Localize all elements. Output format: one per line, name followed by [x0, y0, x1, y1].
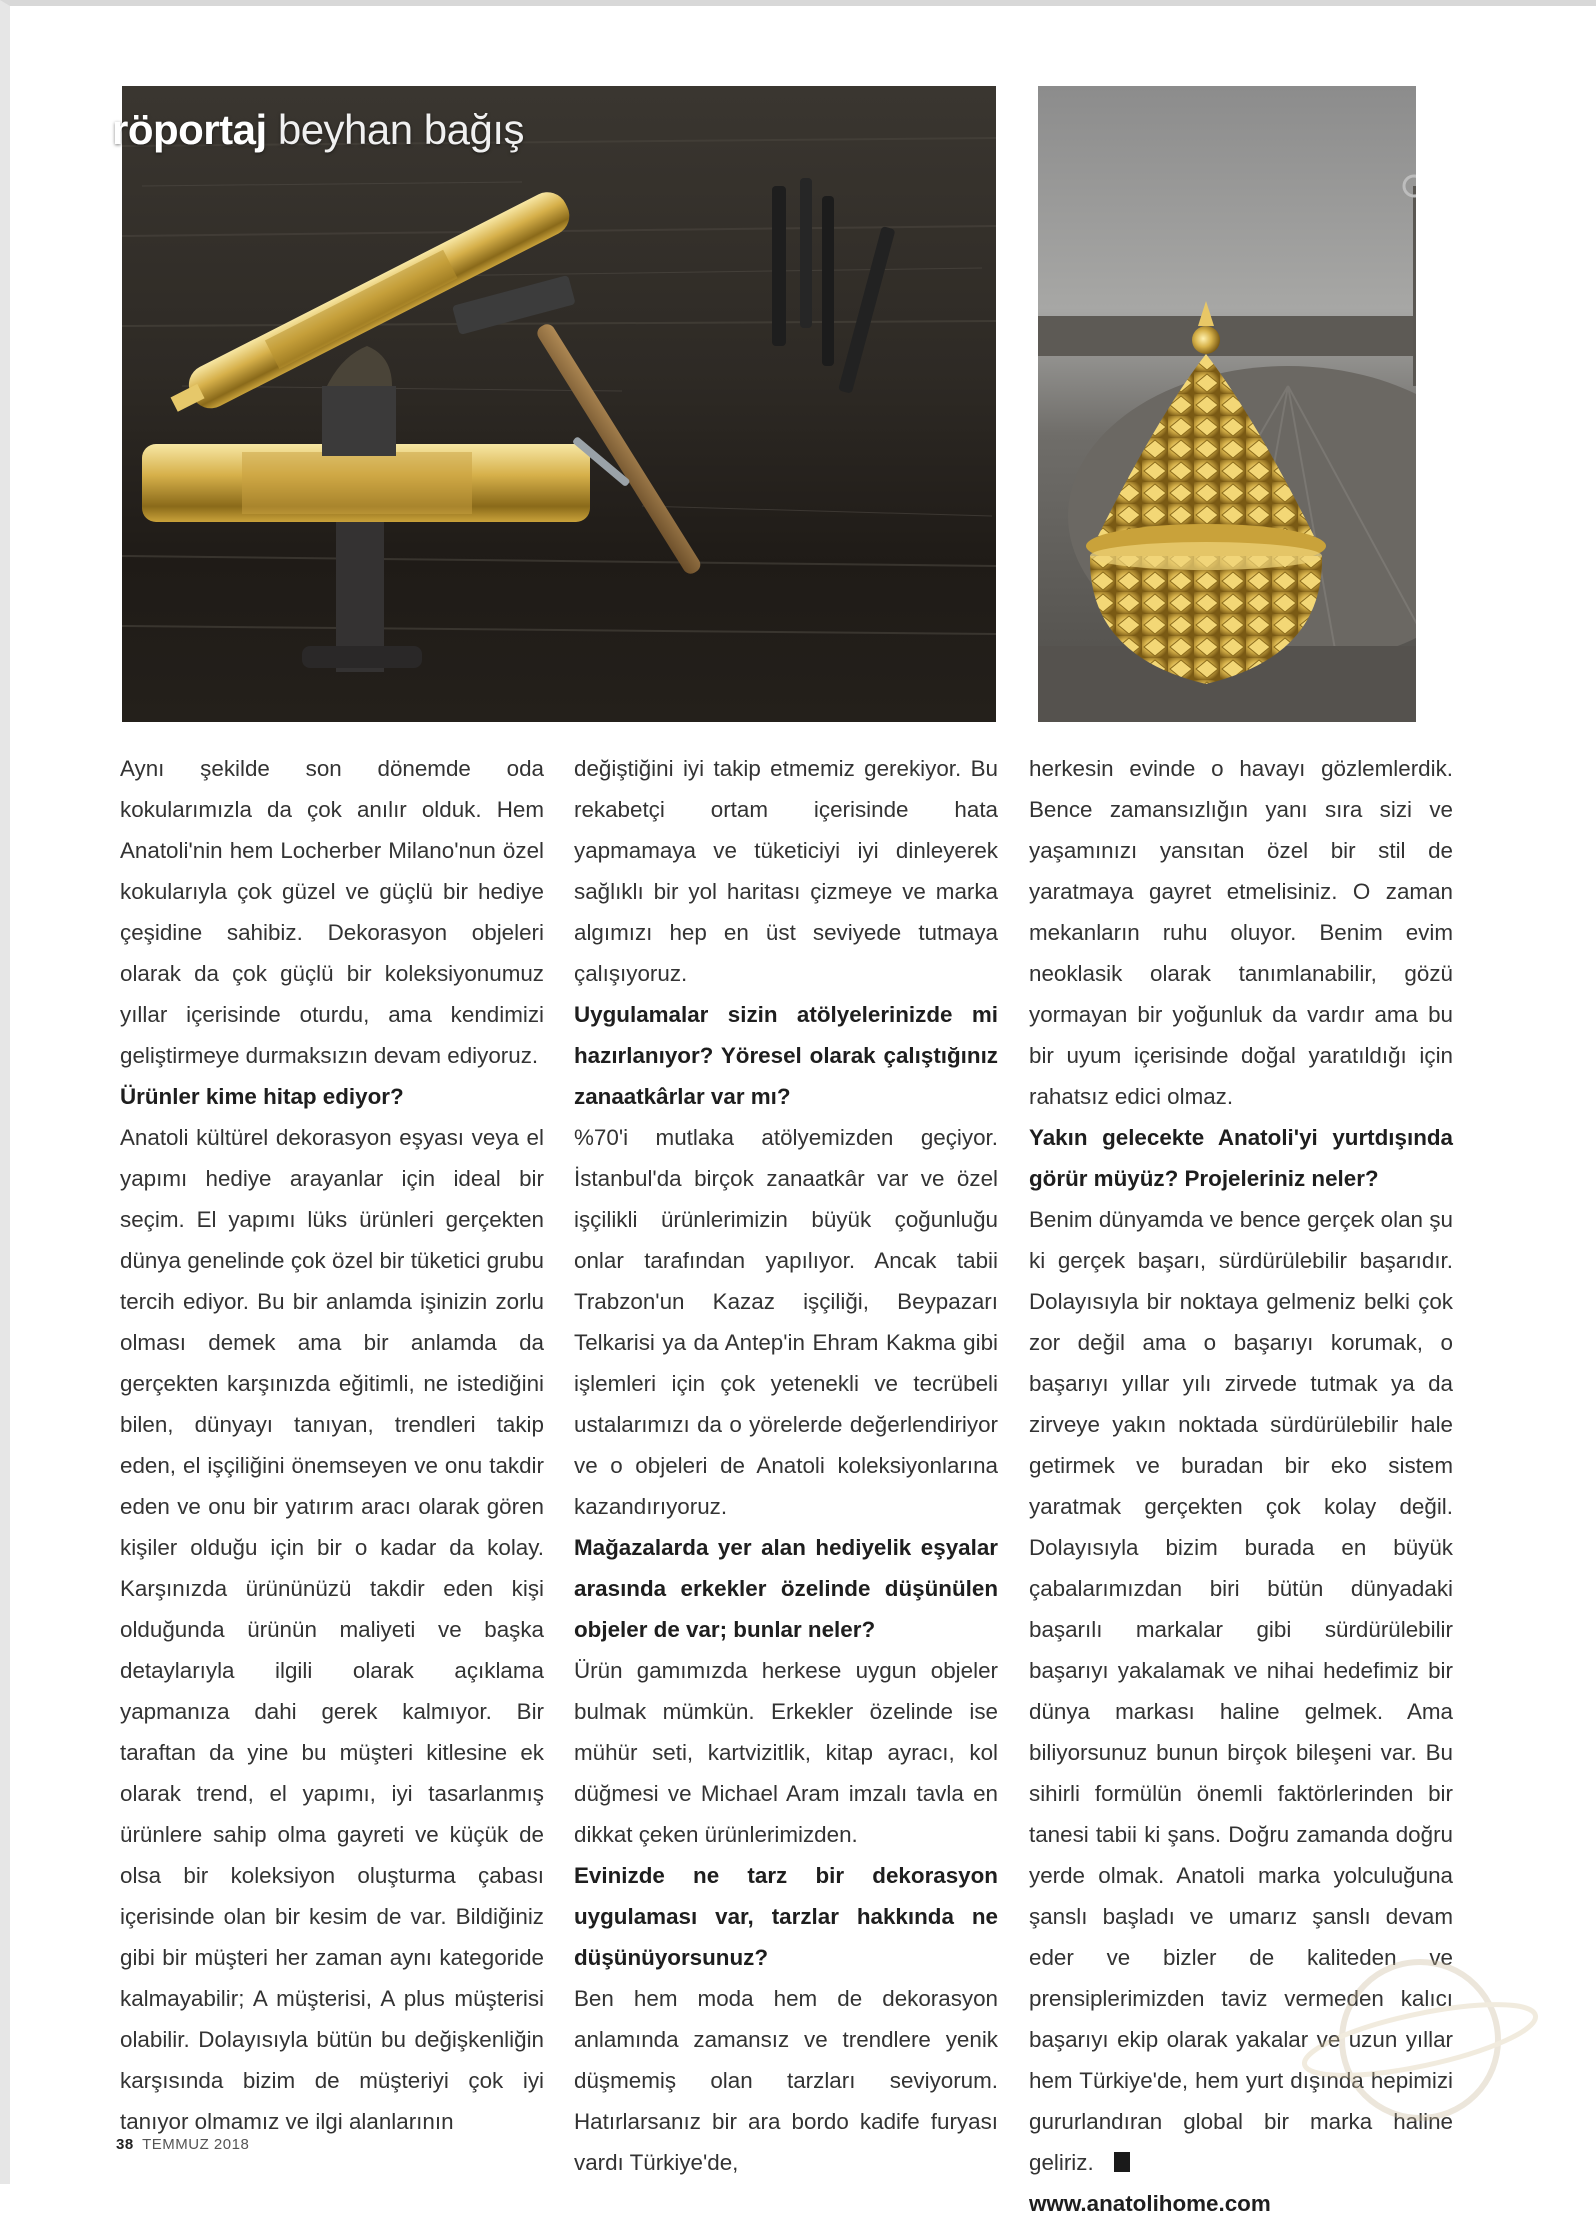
dome-photo-graphic — [1038, 86, 1416, 722]
paragraph: Ben hem moda hem de dekorasyon anlamında zamansız ve trendlere yenik düşmemiş olan tarzları seviyorum. Hatırlarsanız bir ara bordo kadife furyası vardı Türkiye'de, — [574, 1986, 998, 2175]
text-column-1 — [120, 748, 544, 2142]
question-heading: Mağazalarda yer alan hediyelik eşyalar arasında erkekler özelinde düşünülen objeler de var; bunlar neler? — [574, 1535, 998, 1642]
watermark-logo — [1300, 1940, 1540, 2140]
paragraph: Aynı şekilde son dönemde oda kokularımızla da çok anılır olduk. Hem Anatoli'nin hem Locherber Milano'nun özel kokularıyla çok güzel ve güçlü bir hediye çeşidine sahibiz. Dekorasyon objeleri olarak da çok güçlü bir koleksiyonumuz yıllar içerisinde oturdu, ama kendimizi geliştirmeye durmaksızın devam ediyoruz. — [120, 756, 544, 1068]
question-heading: Uygulamalar sizin atölyelerinizde mi hazırlanıyor? Yöresel olarak çalıştığınız zanaatkârlar var mı? — [574, 1002, 998, 1109]
issue-date: TEMMUZ 2018 — [142, 2136, 250, 2153]
paragraph: Ürün gamımızda herkese uygun objeler bulmak mümkün. Erkekler özelinde ise mühür seti, kartvizitlik, kitap ayracı, kol düğmesi ve Michael Aram imzalı tavla en dikkat çeken ürünlerimizden. — [574, 1658, 998, 1847]
page-number: 38 — [116, 2136, 134, 2153]
text-column-2 — [574, 748, 998, 2183]
paragraph: değiştiğini iyi takip etmemiz gerekiyor. Bu rekabetçi ortam içerisinde hata yapmamaya ve tüketiciyi iyi dinleyerek sağlıklı bir yol haritası çizmeye ve marka algımızı hep en üst seviyede tutmaya çalışıyoruz. — [574, 756, 998, 986]
question-heading: Evinizde ne tarz bir dekorasyon uygulaması var, tarzlar hakkında ne düşünüyorsunuz? — [574, 1863, 998, 1970]
workshop-tools-photo — [122, 86, 996, 722]
question-heading: Ürünler kime hitap ediyor? — [120, 1084, 404, 1109]
end-of-article-mark — [1114, 2152, 1130, 2172]
paragraph: Anatoli kültürel dekorasyon eşyası veya el yapımı hediye arayanlar için ideal bir seçim. El yapımı lüks ürünleri gerçekten dünya genelinde çok özel bir tüketici grubu tercih ediyor. Bu bir anlamda işinizin zorlu olması demek ama bir anlamda da gerçekten karşınızda eğitimli, ne istediğini bilen, dünyayı tanıyan, trendleri takip eden, el işçiliğini önemseyen ve onu takdir eden ve onu bir yatırım aracı olarak gören kişiler olduğu için bir o kadar da kolay. Karşınızda ürününüzü takdir eden kişi olduğunda ürünün maliyeti ve başka detaylarıyla ilgili olarak açıklama yapmanıza dahi gerek kalmıyor. Bir taraftan da yine bu müşteri kitlesine ek olarak trend, el yapımı, iyi tasarlanmış ürünlere sahip olma gayreti ve küçük de olsa bir koleksiyon oluşturma çabası içerisinde olan bir kesim de var. Bildiğiniz gibi bir müşteri her zaman aynı kategoride kalmayabilir; A müşterisi, A plus müşterisi olabilir. Dolayısıyla bütün bu değişkenliğin karşısında bizim de müşteriyi çok iyi tanıyor olmamız ve ilgi alanlarının — [120, 1125, 544, 2134]
paragraph: %70'i mutlaka atölyemizden geçiyor. İstanbul'da birçok zanaatkâr var ve özel işçilikli ürünlerimizin büyük çoğunluğu onlar tarafından yapılıyor. Ancak tabii Trabzon'un Kazaz işçiliği, Beypazarı Telkarisi ya da Antep'in Ehram Kakma gibi işlemleri için çok yetenekli ve tecrübeli ustalarımızı da o yörelerde değerlendiriyor ve o objeleri de Anatoli koleksiyonlarına kazandırıyoruz. — [574, 1125, 998, 1519]
author-name: beyhan bağış — [277, 106, 525, 153]
section-label: röportaj — [112, 106, 267, 153]
workshop-photo-graphic — [122, 86, 996, 722]
website-link[interactable]: www.anatolihome.com — [1029, 2191, 1271, 2216]
golden-dome-photo — [1038, 86, 1416, 722]
paragraph-text: Benim dünyamda ve bence gerçek olan şu ki gerçek başarı, sürdürülebilir başarıdır. Dolayısıyla bir noktaya gelmeniz belki çok zor değil ama o başarıyı korumak, o başarıyı yıllar yılı zirvede tutmak ya da zirveye yakın noktada sürdürülebilir hale getirmek ve buradan bir eko sistem yaratmak gerçekten çok kolay değil. Dolayısıyla bizim burada en büyük çabalarımızdan biri bütün dünyadaki başarılı markalar gibi sürdürülebilir başarıyı yakalamak ve nihai hedefimiz bir dünya markası haline gelmek. Ama biliyorsunuz bunun birçok bileşeni var. Bu sihirli formülün önemli faktörlerinden bir tanesi tabii ki şans. Doğru zamanda doğru yerde olmak. Anatoli marka yolculuğuna şanslı başladı ve umarız şanslı devam eder ve bizler de kaliteden ve prensiplerimizden taviz vermeden kalıcı başarıyı ekip olarak yakalar ve uzun yıllar hem Türkiye'de, hem yurt dışında hepimizi gururlandıran global bir marka haline geliriz. — [1029, 1207, 1453, 2175]
section-heading — [112, 106, 524, 154]
page-footer — [116, 2136, 249, 2153]
paragraph: herkesin evinde o havayı gözlemlerdik. Bence zamansızlığın yanı sıra sizi ve yaşamınızı yansıtan özel bir stil de yaratmaya gayret etmelisiniz. O zaman mekanların ruhu oluyor. Benim evim neoklasik olarak tanımlanabilir, gözü yormayan bir yoğunluk da vardır ama bu bir uyum içerisinde doğal yaratıldığı için rahatsız edici olmaz. — [1029, 756, 1453, 1109]
question-heading: Yakın gelecekte Anatoli'yi yurtdışında görür müyüz? Projeleriniz neler? — [1029, 1125, 1453, 1191]
